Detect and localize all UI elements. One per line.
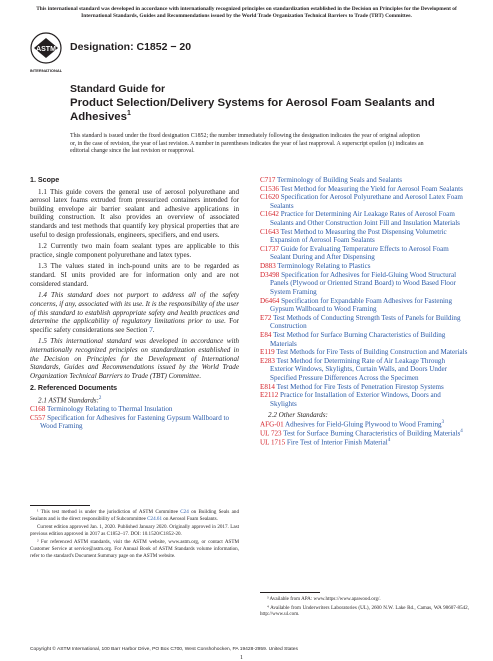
reference-footnote-mark[interactable]: 3	[441, 420, 445, 426]
footnote-4: ⁴ Available from Underwriters Laboratories (UL), 2600 N.W. Lake Rd., Camas, WA 98607-8542, http://www.ul.com.	[260, 604, 469, 618]
astm-standards-mark[interactable]: 2	[98, 396, 102, 402]
scope-1-4-tail: For specific safety considerations see Section	[30, 317, 239, 334]
reference-item	[260, 271, 469, 297]
committee-c24-link[interactable]: C24	[180, 509, 189, 515]
reference-code-link[interactable]: C717	[260, 176, 276, 184]
scope-1-3: 1.3 The values stated in inch-pound units are to be regarded as standard. SI units provided are for information only and are not considered standard.	[30, 262, 239, 288]
reference-code-link[interactable]: D3498	[260, 270, 280, 279]
reference-item	[260, 185, 469, 194]
reference-code-link[interactable]: C1643	[260, 227, 279, 236]
reference-title-link[interactable]: Terminology Relating to Plastics	[275, 262, 371, 271]
reference-title-link[interactable]: Fire Test of Interior Finish Material	[285, 438, 388, 447]
designation: Designation: C1852 − 20	[70, 41, 192, 53]
scope-1-2: 1.2 Currently two main foam sealant types are applicable to this practice, single component polyurethane and latex types.	[30, 242, 239, 259]
logo-text: ASTM	[36, 46, 56, 53]
left-reference-list	[30, 405, 239, 431]
reference-title-link[interactable]: Terminology of Building Seals and Sealants	[275, 176, 403, 184]
references-heading: 2. Referenced Documents	[30, 384, 118, 393]
title-main	[70, 96, 450, 125]
reference-code-link[interactable]: E72	[260, 313, 272, 322]
international-standard-notice: This international standard was developed in accordance with internationally recognized principles on standardization established in the Decision on Principles for the Development of International Standards, Guides and Recommendations issued by the World Trade Organization Technical Barriers to Trade (TBT) Committee.	[36, 6, 457, 20]
reference-item	[260, 314, 469, 331]
copyright-line: Copyright © ASTM International, 100 Barr Harbor Drive, PO Box C700, West Conshohocken, PA 19428-2959. United States	[30, 647, 298, 652]
reference-title-link[interactable]: Test Method for Determining Rate of Air Leakage Through Exterior Windows, Skylights, Curtain Walls, and Doors Under Specified Pressure Differences Across the Specimen	[270, 356, 447, 383]
footnote-1-a: ¹ This test method is under the jurisdiction of ASTM Committee	[37, 509, 181, 515]
reference-item	[260, 383, 469, 392]
reference-title-link[interactable]: Test Method to Measuring the Post Dispensing Volumetric Expansion of Aerosol Foam Sealants	[270, 227, 447, 245]
reference-title-link[interactable]: Test Methods of Conducting Strength Tests of Panels for Building Construction	[270, 313, 461, 331]
astm-standards-label-text: 2.1 ASTM Standards:	[38, 396, 99, 405]
scope-1-1: 1.1 This guide covers the general use of aerosol polyurethane and aerosol latex foams extruded from pressurized containers intended for building envelope air barrier sealant and adhesive applications in building construction. It also provides an overview of associated standards and test methods that quantify key physical properties that are useful to design professionals, engineers, specifiers, and end users.	[30, 187, 239, 239]
reference-item	[260, 210, 469, 227]
reference-code-link[interactable]: E119	[260, 348, 275, 357]
reference-code-link[interactable]: C1642	[260, 210, 279, 219]
reference-title-link[interactable]: Practice for Installation of Exterior Windows, Doors and Skylights	[270, 391, 441, 408]
title-block	[70, 83, 450, 125]
reference-code-link[interactable]: C1620	[260, 193, 279, 202]
reference-item	[260, 193, 469, 210]
reference-title-link[interactable]: Specification for Expandable Foam Adhesives for Fastening Gypsum Wallboard to Wood Framing	[270, 296, 453, 314]
footnote-rule-left	[30, 505, 90, 506]
footnote-1-edition: Current edition approved Jan. 1, 2020. Published January 2020. Originally approved in 2017. Last previous edition approved in 2017 as C1852–17. DOI: 10.1520/C1852-20.	[30, 524, 239, 537]
footnote-1-b: on Building Seals and Sealants and is the direct responsibility of Subcommittee	[30, 509, 239, 522]
reference-title-link[interactable]: Practice for Determining Air Leakage Rates of Aerosol Foam Sealants and Other Construction Joint Fill and Insulation Materials	[270, 210, 460, 228]
footnote-2: ² For referenced ASTM standards, visit the ASTM website, www.astm.org, or contact ASTM Customer Service at service@astm.org. For Annual Book of ASTM Standards volume information, refer to the standard's Document Summary page on the ASTM website.	[30, 539, 239, 559]
reference-title-link[interactable]: Guide for Evaluating Temperature Effects to Aerosol Foam Sealant During and After Dispensing	[270, 244, 449, 262]
footnotes-right	[260, 596, 469, 620]
reference-item	[260, 357, 469, 383]
reference-title-link[interactable]: Adhesives for Field-Gluing Plywood to Wood Framing	[283, 420, 442, 429]
scope-heading: 1. Scope	[30, 176, 60, 184]
reference-item	[30, 405, 239, 414]
scope-1-5: 1.5 This international standard was developed in accordance with internationally recognized principles on standardization established in the Decision on Principles for the Development of International Standards, Guides and Recommendations issued by the World Trade Organization Technical Barriers to Trade (TBT) Committee.	[30, 337, 239, 380]
page-number: 1	[240, 655, 243, 661]
scope-1-4-italic: 1.4 This standard does not purport to address all of the safety concerns, if any, associated with its use. It is the responsibility of the user of this standard to establish appropriate safety and health practices and determine the applicability of regulatory limitations prior to use.	[30, 291, 239, 326]
reference-code-link[interactable]: C168	[30, 404, 46, 413]
footnote-1-c: on Aerosol Foam Sealants.	[162, 515, 218, 522]
reference-code-link[interactable]: UL 723	[260, 429, 282, 438]
reference-title-link[interactable]: Terminology Relating to Thermal Insulation	[45, 404, 173, 413]
reference-title-link[interactable]: Test Method for Surface Burning Characteristics of Building Materials	[270, 330, 446, 348]
astm-standards-label	[38, 396, 239, 405]
reference-title-link[interactable]: Test for Surface Burning Characteristics of Building Materials	[281, 429, 461, 438]
standard-issue-note: This standard is issued under the fixed designation C1852; the number immediately following the designation indicates the year of original adoption or, in the case of revision, the year of last revision. A number in parentheses indicates the year of last reapproval. A superscript epsilon (ε) indicates an editorial change since the last revision or reapproval.	[70, 133, 424, 155]
reference-item	[260, 228, 469, 245]
reference-code-link[interactable]: E2112	[260, 391, 279, 400]
logo-subtext: INTERNATIONAL	[30, 68, 62, 73]
reference-code-link[interactable]: E283	[260, 356, 275, 365]
astm-logo	[30, 32, 62, 76]
subcommittee-c2461-link[interactable]: C24.61	[147, 515, 162, 522]
reference-code-link[interactable]: AFG-01	[260, 420, 284, 429]
reference-footnote-mark[interactable]: 4	[460, 429, 463, 435]
other-standards-label	[268, 411, 469, 420]
scope-1-4: 1.4 This standard does not purport to address all of the safety concerns, if any, associated with its use. It is the responsibility of the user of this standard to establish appropriate safety and health practices and determine the applicability of regulatory limitations prior to use. For specific safety considerations see Section 7.	[30, 291, 239, 334]
reference-item	[260, 391, 469, 408]
reference-title-link[interactable]: Test Method for Fire Tests of Penetration Firestop Systems	[274, 382, 444, 391]
reference-code-link[interactable]: E814	[260, 382, 275, 391]
section-7-link[interactable]: 7	[149, 325, 153, 334]
reference-title-link[interactable]: Specification for Adhesives for Field-Gluing Wood Structural Panels (Plywood or Oriented Strand Board) to Wood Based Floor System Framing	[270, 270, 457, 296]
reference-title-link[interactable]: Test Methods for Fire Tests of Building Construction and Materials	[274, 348, 468, 357]
reference-code-link[interactable]: C1536	[260, 184, 279, 193]
footnotes-left	[30, 509, 239, 561]
reference-code-link[interactable]: E84	[260, 330, 272, 339]
reference-title-link[interactable]: Test Method for Measuring the Yield for Aerosol Foam Sealants	[278, 184, 463, 193]
reference-code-link[interactable]: C1737	[260, 244, 279, 253]
reference-title-link[interactable]: Specification for Aerosol Polyurethane and Aerosol Latex Foam Sealants	[270, 193, 463, 210]
footnote-rule-right	[260, 592, 320, 593]
reference-code-link[interactable]: C557	[30, 413, 46, 422]
reference-title-link[interactable]: Specification for Adhesives for Fastening Gypsum Wallboard to Wood Framing	[40, 413, 230, 431]
reference-item	[260, 245, 469, 262]
reference-item	[30, 414, 239, 431]
reference-footnote-mark[interactable]: 4	[387, 438, 391, 443]
right-column	[260, 176, 469, 447]
footnote-1	[30, 509, 239, 522]
title-line1: Standard Guide for	[70, 83, 166, 95]
reference-item	[260, 176, 469, 185]
reference-code-link[interactable]: UL 1715	[260, 438, 286, 447]
reference-item	[260, 331, 469, 348]
reference-item	[260, 438, 469, 447]
footnote-3: ³ Available from APA: www.https://www.apawood.org/.	[267, 596, 381, 602]
reference-item	[260, 297, 469, 314]
reference-item	[260, 262, 469, 271]
reference-code-link[interactable]: D883	[260, 262, 276, 271]
reference-item	[260, 420, 469, 429]
title-main-text: Product Selection/Delivery Systems for Aerosol Foam Sealants and Adhesives	[70, 97, 435, 124]
title-footnote-mark: 1	[126, 110, 131, 118]
right-reference-list	[260, 176, 469, 408]
reference-item	[260, 429, 469, 438]
reference-item	[260, 348, 469, 357]
reference-code-link[interactable]: D6464	[260, 296, 280, 305]
left-column	[30, 176, 239, 431]
other-standards-label-text: 2.2 Other Standards:	[268, 411, 328, 420]
other-reference-list	[260, 420, 469, 447]
